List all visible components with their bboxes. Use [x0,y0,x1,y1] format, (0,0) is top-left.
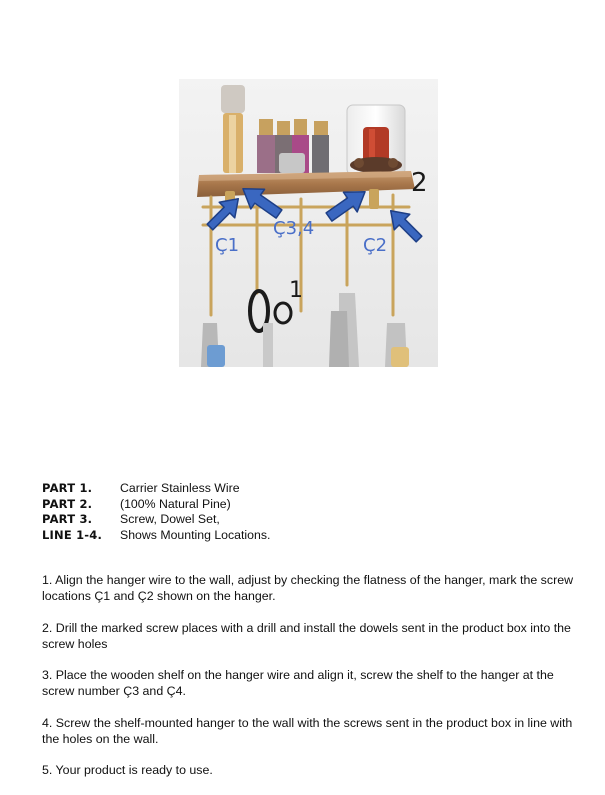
part-value: (100% Natural Pine) [120,496,231,511]
part-key: PART 1. [42,481,93,495]
instruction-step-5: 5. Your product is ready to use. [42,763,213,778]
part-row [42,528,562,544]
part-row [42,481,562,497]
part-value: Carrier Stainless Wire [120,481,240,495]
instruction-step-3: 3. Place the wooden shelf on the hanger wire and align it, screw the shelf to the hanger at the screw number Ç3 and Ç4. [42,668,554,699]
part-row [42,512,562,528]
instruction-step-1: 1. Align the hanger wire to the wall, adjust by checking the flatness of the hanger, mark the screw locations Ç1 and Ç2 shown on the hanger. [42,573,574,604]
part-key: LINE 1-4. [42,528,103,543]
label-c1: Ç1 [215,235,240,256]
label-c34: Ç3,4 [273,218,315,239]
part-key: PART 2. [42,496,93,511]
part-row [42,497,562,513]
part-value: Screw, Dowel Set, [120,512,220,527]
instruction-step-4: 4. Screw the shelf-mounted hanger to the wall with the screws sent in the product box in line with the holes on the wall. [42,715,573,747]
part-value: Shows Mounting Locations. [120,528,271,543]
label-1: 1 [289,278,303,303]
label-c2: Ç2 [363,235,388,256]
product-photo [179,79,438,367]
candle-glass [347,105,405,175]
label-2: 2 [411,168,428,198]
instruction-step-2: 2. Drill the marked screw places with a drill and install the dowels sent in the product box into the screw holes [42,620,571,651]
parts-list [42,481,562,544]
instruction-steps [42,572,577,779]
tall-perfume-bottle [221,85,245,173]
part-key: PART 3. [42,512,93,527]
